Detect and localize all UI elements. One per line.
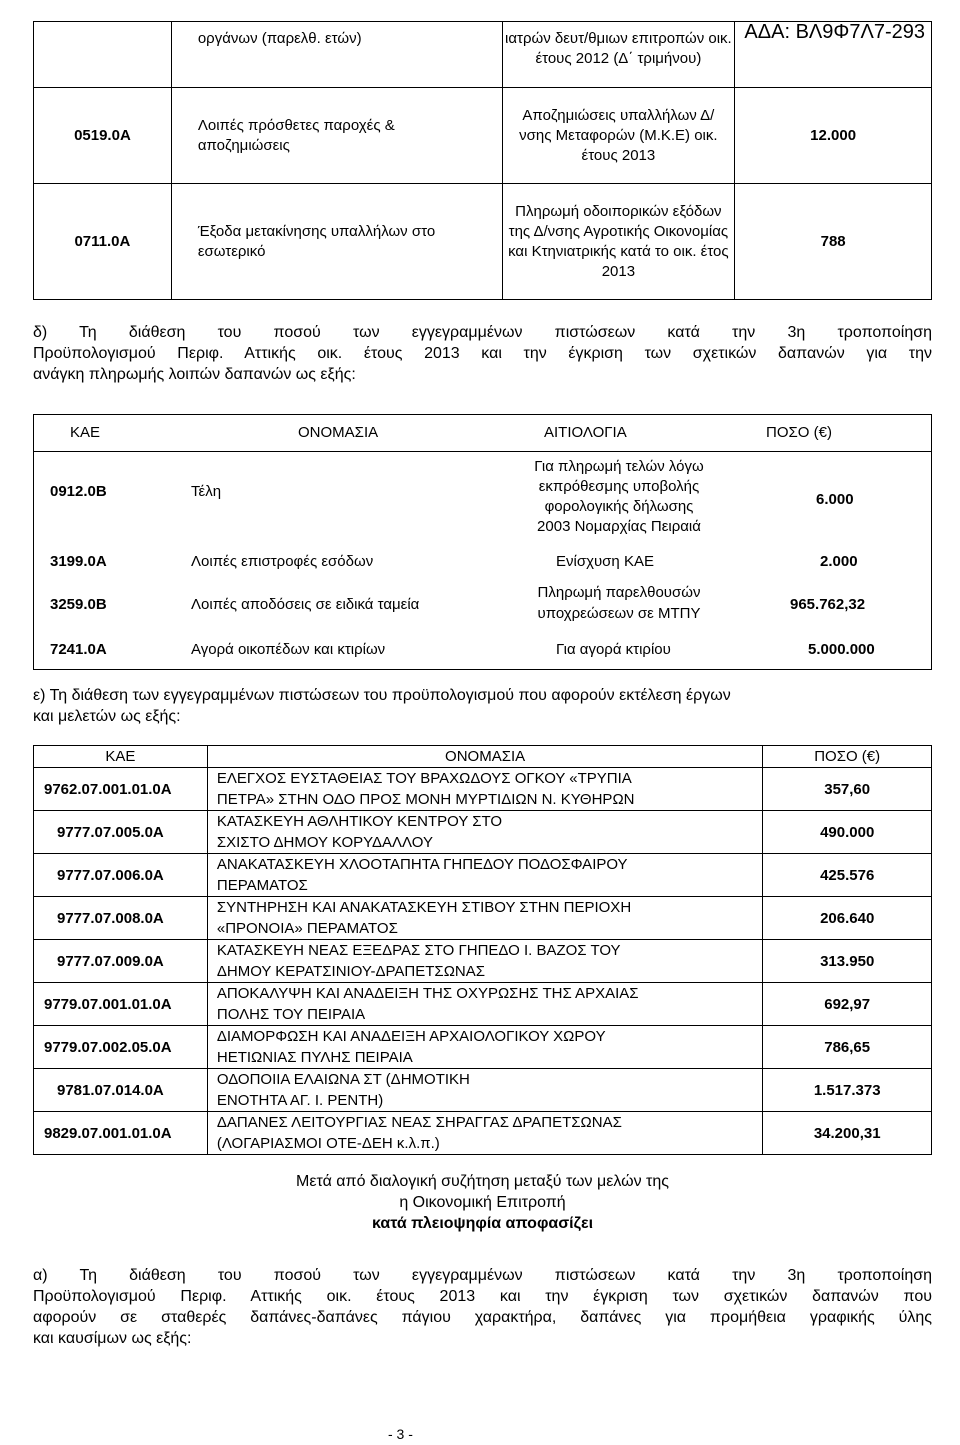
name-line: ΠΕΡΑΜΑΤΟΣ xyxy=(216,877,308,894)
name-line: ΔΗΜΟΥ ΚΕΡΑΤΣΙΝΙΟΥ-ΔΡΑΠΕΤΣΩΝΑΣ xyxy=(216,963,486,980)
kae-cell xyxy=(34,22,172,88)
reason-line: εκπρόθεσμης υποβολής xyxy=(538,478,700,495)
table-header-row xyxy=(34,746,932,768)
column-header-amount: ΠΟΣΟ (€) xyxy=(766,424,832,441)
paragraph-a xyxy=(33,1265,932,1349)
kae-cell: 3259.0Β xyxy=(50,596,107,613)
reason-cell: Πληρωμή οδοιπορικών εξόδων της Δ/νσης Αγροτικής Οικονομίας και Κτηνιατρικής κατά το οικ. έτος 2013 xyxy=(502,184,735,300)
paragraph-line: α) Τη διάθεση του ποσού των εγγεγραμμένων πιστώσεων κατά την 3η τροποποίηση xyxy=(33,1267,932,1284)
name-line: ΚΑΤΑΣΚΕΥΗ ΝΕΑΣ ΕΞΕΔΡΑΣ ΣΤΟ ΓΗΠΕΔΟ Ι. ΒΑΖΟΣ ΤΟΥ xyxy=(216,942,621,959)
reason-line: υποχρεώσεων σε ΜΤΠΥ xyxy=(537,605,701,622)
table-row xyxy=(34,897,932,940)
table-row xyxy=(34,88,932,184)
reason-cell: Αποζημιώσεις υπαλλήλων Δ/νσης Μεταφορών (Μ.Κ.Ε) οικ. έτους 2013 xyxy=(502,88,735,184)
decision-block xyxy=(33,1171,932,1234)
column-header-kae: ΚΑΕ xyxy=(34,746,208,768)
reason-line: Πληρωμή παρελθουσών xyxy=(537,584,701,601)
projects-table xyxy=(33,745,932,1155)
name-cell xyxy=(207,897,763,940)
amount-cell: 788 xyxy=(735,184,932,300)
amount-cell: 1.517.373 xyxy=(763,1069,932,1112)
kae-cell: 0519.0Α xyxy=(34,88,172,184)
name-cell xyxy=(207,940,763,983)
amount-cell: 965.762,32 xyxy=(790,596,866,613)
table-row xyxy=(34,577,931,633)
name-cell: οργάνων (παρελθ. ετών) xyxy=(171,22,502,88)
kae-cell: 0711.0Α xyxy=(34,184,172,300)
kae-cell: 9779.07.002.05.0Α xyxy=(34,1026,208,1069)
paragraph-e xyxy=(33,685,932,727)
name-line: ΣΧΙΣΤΟ ΔΗΜΟΥ ΚΟΡΥΔΑΛΛΟΥ xyxy=(216,834,433,851)
paragraph-line: ανάγκη πληρωμής λοιπών δαπανών ως εξής: xyxy=(33,366,356,383)
name-line: ΠΟΛΗΣ ΤΟΥ ΠΕΙΡΑΙΑ xyxy=(216,1006,366,1023)
amount-cell: 6.000 xyxy=(816,491,854,508)
name-line: ΑΠΟΚΑΛΥΨΗ ΚΑΙ ΑΝΑΔΕΙΞΗ ΤΗΣ ΟΧΥΡΩΣΗΣ ΤΗΣ ΑΡΧΑΙΑΣ xyxy=(216,985,639,1002)
kae-cell: 9829.07.001.01.0Α xyxy=(34,1112,208,1155)
name-line: ΔΙΑΜΟΡΦΩΣΗ ΚΑΙ ΑΝΑΔΕΙΞΗ ΑΡΧΑΙΟΛΟΓΙΚΟΥ ΧΩΡΟΥ xyxy=(216,1028,606,1045)
name-cell: Αγορά οικοπέδων και κτιρίων xyxy=(191,641,386,658)
paragraph-line: ε) Τη διάθεση των εγγεγραμμένων πιστώσεων του προϋπολογισμού που αφορούν εκτέλεση έργων xyxy=(33,687,731,704)
kae-cell: 9762.07.001.01.0Α xyxy=(34,768,208,811)
name-line: ΟΔΟΠΟΙΙΑ ΕΛΑΙΩΝΑ ΣΤ (ΔΗΜΟΤΙΚΗ xyxy=(216,1071,470,1088)
kae-cell: 3199.0Α xyxy=(50,553,107,570)
amount-cell: 12.000 xyxy=(735,88,932,184)
expenses-table xyxy=(33,414,932,670)
amount-cell: 490.000 xyxy=(763,811,932,854)
kae-cell: 9777.07.006.0Α xyxy=(34,854,208,897)
name-cell xyxy=(207,811,763,854)
amount-cell: 5.000.000 xyxy=(808,641,875,658)
amount-cell: 313.950 xyxy=(763,940,932,983)
name-cell xyxy=(207,854,763,897)
reason-cell: Ενίσχυση ΚΑΕ xyxy=(556,553,654,570)
name-line: ΕΛΕΓΧΟΣ ΕΥΣΤΑΘΕΙΑΣ ΤΟΥ ΒΡΑΧΩΔΟΥΣ ΟΓΚΟΥ «ΤΡΥΠΙΑ xyxy=(216,770,632,787)
table-row xyxy=(34,983,932,1026)
table-row xyxy=(34,184,932,300)
paragraph-d xyxy=(33,322,932,385)
kae-cell: 9779.07.001.01.0Α xyxy=(34,983,208,1026)
table-row xyxy=(34,22,932,88)
amount-cell xyxy=(735,22,932,88)
column-header-amount: ΠΟΣΟ (€) xyxy=(763,746,932,768)
name-line: ΑΝΑΚΑΤΑΣΚΕΥΗ ΧΛΟΟΤΑΠΗΤΑ ΓΗΠΕΔΟΥ ΠΟΔΟΣΦΑΙΡΟΥ xyxy=(216,856,628,873)
kae-cell: 9777.07.005.0Α xyxy=(34,811,208,854)
kae-cell: 0912.0Β xyxy=(50,483,107,500)
table-row xyxy=(34,1026,932,1069)
amount-cell: 692,97 xyxy=(763,983,932,1026)
name-cell xyxy=(207,1112,763,1155)
amount-cell: 357,60 xyxy=(763,768,932,811)
paragraph-line: αφορούν σε σταθερές δαπάνες-δαπάνες πάγιου χαρακτήρα, δαπάνες για προμήθεια γραφικής ύλης xyxy=(33,1309,932,1326)
name-cell xyxy=(207,1026,763,1069)
reason-cell: Για αγορά κτιρίου xyxy=(556,641,671,658)
name-cell: Λοιπές επιστροφές εσόδων xyxy=(191,553,374,570)
kae-cell: 9777.07.009.0Α xyxy=(34,940,208,983)
name-line: ΕΝΟΤΗΤΑ ΑΓ. Ι. ΡΕΝΤΗ) xyxy=(216,1092,384,1109)
paragraph-line: και μελετών ως εξής: xyxy=(33,708,181,725)
kae-cell: 9777.07.008.0Α xyxy=(34,897,208,940)
reason-cell: ιατρών δευτ/θμιων επιτροπών οικ. έτους 2012 (Δ΄ τριμήνου) xyxy=(502,22,735,88)
name-cell xyxy=(207,1069,763,1112)
table-row xyxy=(34,811,932,854)
name-line: «ΠΡΟΝΟΙΑ» ΠΕΡΑΜΑΤΟΣ xyxy=(216,920,398,937)
ada-code: ΑΔΑ: ΒΛ9Φ7Λ7-293 xyxy=(744,21,925,43)
column-header-kae: ΚΑΕ xyxy=(70,424,101,441)
decision-verdict: κατά πλειοψηφία αποφασίζει xyxy=(371,1215,594,1232)
paragraph-line: Προϋπολογισμού Περιφ. Αττικής οικ. έτους 2013 και την έγκριση των σχετικών δαπανών που xyxy=(33,1288,932,1305)
name-line: (ΛΟΓΑΡΙΑΣΜΟΙ ΟΤΕ-ΔΕΗ κ.λ.π.) xyxy=(216,1135,440,1152)
budget-table-continued xyxy=(33,21,932,300)
name-line: ΚΑΤΑΣΚΕΥΗ ΑΘΛΗΤΙΚΟΥ ΚΕΝΤΡΟΥ ΣΤΟ xyxy=(216,813,503,830)
reason-cell xyxy=(504,457,734,537)
amount-cell: 2.000 xyxy=(820,553,858,570)
kae-cell: 9781.07.014.0Α xyxy=(34,1069,208,1112)
table-row xyxy=(34,451,931,547)
reason-line: φορολογικής δήλωσης xyxy=(544,498,694,515)
paragraph-line: δ) Τη διάθεση του ποσού των εγγεγραμμένων πιστώσεων κατά την 3η τροποποίηση xyxy=(33,324,932,341)
amount-cell: 786,65 xyxy=(763,1026,932,1069)
name-line: ΗΕΤΙΩΝΙΑΣ ΠΥΛΗΣ ΠΕΙΡΑΙΑ xyxy=(216,1049,413,1066)
amount-cell: 206.640 xyxy=(763,897,932,940)
reason-cell xyxy=(504,582,734,624)
name-line: ΣΥΝΤΗΡΗΣΗ ΚΑΙ ΑΝΑΚΑΤΑΣΚΕΥΗ ΣΤΙΒΟΥ ΣΤΗΝ ΠΕΡΙΟΧΗ xyxy=(216,899,632,916)
name-line: ΠΕΤΡΑ» ΣΤΗΝ ΟΔΟ ΠΡΟΣ ΜΟΝΗ ΜΥΡΤΙΔΙΩΝ Ν. ΚΥΘΗΡΩΝ xyxy=(216,791,635,808)
kae-cell: 7241.0Α xyxy=(50,641,107,658)
name-cell: Τέλη xyxy=(191,483,222,500)
amount-cell: 34.200,31 xyxy=(763,1112,932,1155)
name-cell xyxy=(207,768,763,811)
column-header-name: ΟΝΟΜΑΣΙΑ xyxy=(207,746,763,768)
table-row xyxy=(34,547,931,577)
name-line: ΔΑΠΑΝΕΣ ΛΕΙΤΟΥΡΓΙΑΣ ΝΕΑΣ ΣΗΡΑΓΓΑΣ ΔΡΑΠΕΤΣΩΝΑΣ xyxy=(216,1114,622,1131)
column-header-reason: ΑΙΤΙΟΛΟΓΙΑ xyxy=(544,424,627,441)
reason-line: Για πληρωμή τελών λόγω xyxy=(534,458,704,475)
page-number: - 3 - xyxy=(388,1426,413,1442)
decision-line: Μετά από διαλογική συζήτηση μεταξύ των μελών της xyxy=(296,1173,669,1190)
reason-line: 2003 Νομαρχίας Πειραιά xyxy=(537,518,701,535)
column-header-name: ΟΝΟΜΑΣΙΑ xyxy=(298,424,379,441)
paragraph-line: Προϋπολογισμού Περιφ. Αττικής οικ. έτους 2013 και την έγκριση των σχετικών δαπανών για την xyxy=(33,345,932,362)
table-row xyxy=(34,1069,932,1112)
name-cell: Λοιπές πρόσθετες παροχές & αποζημιώσεις xyxy=(171,88,502,184)
table-row xyxy=(34,633,931,669)
decision-line: η Οικονομική Επιτροπή xyxy=(399,1194,566,1211)
table-row xyxy=(34,940,932,983)
name-cell xyxy=(207,983,763,1026)
table-row xyxy=(34,1112,932,1155)
paragraph-line: και καυσίμων ως εξής: xyxy=(33,1330,192,1347)
name-cell: Έξοδα μετακίνησης υπαλλήλων στο εσωτερικό xyxy=(171,184,502,300)
name-cell: Λοιπές αποδόσεις σε ειδικά ταμεία xyxy=(191,596,420,613)
amount-cell: 425.576 xyxy=(763,854,932,897)
table-row xyxy=(34,768,932,811)
table-header-row xyxy=(34,415,931,452)
table-row xyxy=(34,854,932,897)
